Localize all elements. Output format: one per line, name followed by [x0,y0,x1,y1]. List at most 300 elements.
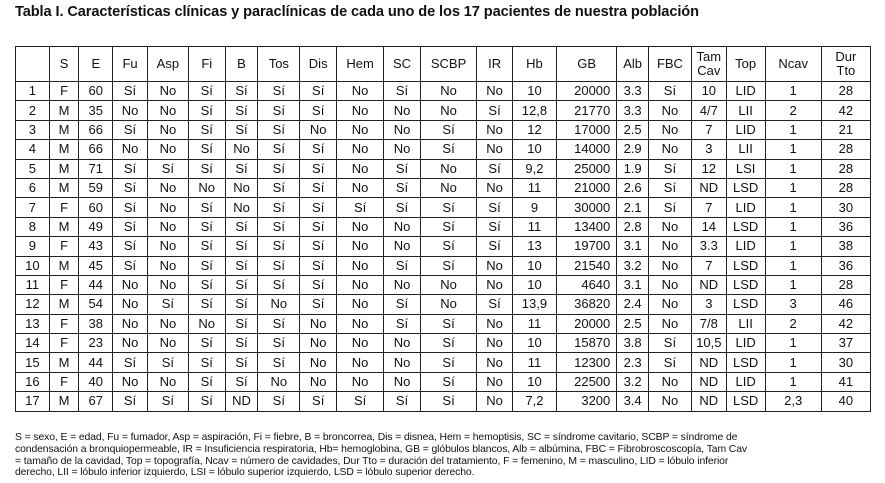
column-header: IR [477,47,513,82]
table-cell: 2 [765,314,821,333]
table-cell: 3.3 [617,82,649,101]
table-cell: 2.5 [617,314,649,333]
table-cell: No [113,140,148,159]
table-cell: 21 [821,120,870,139]
table-cell: 12,8 [512,101,556,120]
table-cell: Sí [188,334,225,353]
table-cell: F [49,372,79,391]
table-cell: No [648,392,691,411]
table-cell: 41 [821,372,870,391]
table-cell: No [477,275,513,294]
table-cell: Sí [113,353,148,372]
table-cell: No [337,159,384,178]
table-cell: LID [726,82,765,101]
table-cell: No [113,295,148,314]
table-cell: M [49,101,79,120]
table-cell: No [337,256,384,275]
table-cell: Sí [188,353,225,372]
table-cell: F [49,275,79,294]
table-cell: 21540 [556,256,616,275]
table-cell: 60 [79,82,113,101]
column-header: FBC [648,47,691,82]
table-cell: Sí [420,392,476,411]
table-cell: F [49,198,79,217]
table-cell: 14 [691,217,726,236]
table-cell: 10 [512,275,556,294]
column-header: Fi [188,47,225,82]
table-cell: Sí [188,101,225,120]
column-header: SC [384,47,421,82]
table-cell: M [49,353,79,372]
table-row [16,237,871,256]
table-cell: Sí [188,275,225,294]
table-cell: Sí [258,256,300,275]
table-cell: 12 [512,120,556,139]
table-row [16,372,871,391]
table-row [16,198,871,217]
table-cell: Sí [300,101,337,120]
table-cell: 59 [79,178,113,197]
table-cell: 30 [821,198,870,217]
table-cell: Sí [648,198,691,217]
table-cell: LII [726,101,765,120]
table-cell: LSD [726,392,765,411]
table-cell: 1 [765,275,821,294]
table-cell: Sí [384,295,421,314]
table-cell: No [113,101,148,120]
table-cell: Sí [225,82,258,101]
table-cell: No [384,353,421,372]
table-cell: Sí [384,314,421,333]
table-row [16,82,871,101]
table-cell: No [477,372,513,391]
table-row [16,295,871,314]
table-cell: Sí [384,159,421,178]
table-cell: 17000 [556,120,616,139]
table-cell: No [225,198,258,217]
table-cell: Sí [225,217,258,236]
table-cell: Sí [188,295,225,314]
table-cell: 28 [821,159,870,178]
table-body [16,82,871,412]
table-cell: LID [726,237,765,256]
table-cell: No [477,353,513,372]
table-cell: No [147,140,188,159]
table-cell: 4/7 [691,101,726,120]
table-row [16,101,871,120]
table-cell: Sí [113,217,148,236]
table-cell: Sí [477,101,513,120]
table-cell: Sí [384,256,421,275]
table-cell: 30 [821,353,870,372]
table-cell: No [147,101,188,120]
table-cell: 45 [79,256,113,275]
table-cell: LID [726,120,765,139]
column-header: Dur Tto [821,47,870,82]
table-cell: Sí [258,101,300,120]
table-cell: 3.2 [617,256,649,275]
table-cell: No [337,314,384,333]
table-cell: LID [726,372,765,391]
table-cell: No [147,178,188,197]
table-cell: No [648,140,691,159]
table-cell: Sí [420,198,476,217]
table-cell: Sí [188,159,225,178]
table-cell: 38 [821,237,870,256]
table-cell: No [384,275,421,294]
table-cell: No [648,295,691,314]
table-cell: ND [691,372,726,391]
table-cell: 11 [512,314,556,333]
table-cell: No [477,314,513,333]
table-cell: Sí [384,198,421,217]
table-cell: 43 [79,237,113,256]
table-cell: No [420,159,476,178]
table-cell: No [147,334,188,353]
table-cell: 3.3 [617,101,649,120]
table-cell: 42 [821,314,870,333]
table-cell: No [188,178,225,197]
table-cell: Sí [225,159,258,178]
column-header: SCBP [420,47,476,82]
column-header: Fu [113,47,148,82]
table-cell: Sí [648,82,691,101]
table-cell: No [420,275,476,294]
table-cell: 2,3 [765,392,821,411]
table-row [16,256,871,275]
table-cell: 44 [79,353,113,372]
table-cell: Sí [337,392,384,411]
table-cell: 2.9 [617,140,649,159]
table-cell: 19700 [556,237,616,256]
table-cell: 12 [16,295,50,314]
table-cell: M [49,120,79,139]
table-cell: No [113,334,148,353]
table-cell: M [49,140,79,159]
column-header: Hb [512,47,556,82]
table-cell: No [477,256,513,275]
table-cell: M [49,159,79,178]
table-cell: 2.6 [617,178,649,197]
table-cell: Sí [648,178,691,197]
table-cell: Sí [477,217,513,236]
column-header: Tos [258,47,300,82]
patients-table [15,46,871,412]
table-cell: No [337,275,384,294]
table-cell: Sí [300,295,337,314]
table-cell: 36 [821,217,870,236]
table-cell: LSD [726,353,765,372]
table-cell: 20000 [556,314,616,333]
table-cell: 7 [691,198,726,217]
table-cell: Sí [300,275,337,294]
table-cell: 35 [79,101,113,120]
table-cell: No [147,120,188,139]
table-cell: No [225,140,258,159]
table-cell: 17 [16,392,50,411]
table-cell: 71 [79,159,113,178]
table-cell: 28 [821,82,870,101]
column-header: S [49,47,79,82]
table-cell: 36820 [556,295,616,314]
table-cell: Sí [225,314,258,333]
table-cell: 2 [765,101,821,120]
table-cell: 46 [821,295,870,314]
table-cell: 3 [691,140,726,159]
table-cell: Sí [477,159,513,178]
table-row [16,178,871,197]
table-cell: Sí [420,140,476,159]
table-cell: Sí [113,392,148,411]
table-cell: ND [691,353,726,372]
table-cell: 36 [821,256,870,275]
table-cell: 1 [765,140,821,159]
table-row [16,140,871,159]
table-cell: 12300 [556,353,616,372]
table-cell: 1 [16,82,50,101]
table-cell: LSD [726,295,765,314]
table-cell: 28 [821,275,870,294]
table-cell: No [300,353,337,372]
table-row [16,120,871,139]
table-cell: Sí [477,295,513,314]
table-cell: 16 [16,372,50,391]
table-cell: 40 [79,372,113,391]
table-cell: 2 [16,101,50,120]
table-cell: 3.1 [617,237,649,256]
table-cell: No [147,275,188,294]
table-cell: 49 [79,217,113,236]
table-cell: No [147,198,188,217]
table-cell: 12 [691,159,726,178]
table-cell: 13400 [556,217,616,236]
table-cell: M [49,217,79,236]
table-header-row [16,47,871,82]
table-cell: 1 [765,120,821,139]
table-cell: 1 [765,334,821,353]
table-cell: 21000 [556,178,616,197]
table-cell: No [337,101,384,120]
column-header: E [79,47,113,82]
table-cell: No [225,178,258,197]
table-cell: Sí [225,101,258,120]
table-cell: 9,2 [512,159,556,178]
column-header: GB [556,47,616,82]
table-cell: Sí [300,159,337,178]
table-cell: Sí [258,237,300,256]
table-cell: No [477,392,513,411]
table-cell: Sí [420,334,476,353]
table-cell: LII [726,314,765,333]
column-header: Asp [147,47,188,82]
table-cell: Sí [188,372,225,391]
table-cell: 2.3 [617,353,649,372]
column-header: Tam Cav [691,47,726,82]
table-cell: 3.1 [617,275,649,294]
table-cell: 10 [691,82,726,101]
table-cell: No [113,314,148,333]
column-header: Dis [300,47,337,82]
table-cell: No [258,372,300,391]
column-header: B [225,47,258,82]
table-cell: 1 [765,178,821,197]
table-cell: Sí [384,82,421,101]
table-cell: 2.8 [617,217,649,236]
table-cell: M [49,295,79,314]
table-cell: No [337,120,384,139]
table-cell: 3200 [556,392,616,411]
table-cell: LSD [726,275,765,294]
table-cell: 4 [16,140,50,159]
table-cell: 3.3 [691,237,726,256]
table-cell: Sí [420,256,476,275]
table-cell: 21770 [556,101,616,120]
table-cell: ND [691,178,726,197]
table-cell: 28 [821,140,870,159]
table-cell: Sí [258,353,300,372]
table-cell: No [384,140,421,159]
table-cell: No [337,334,384,353]
table-cell: 66 [79,140,113,159]
table-cell: Sí [225,275,258,294]
table-cell: No [384,120,421,139]
table-cell: No [648,120,691,139]
table-cell: Sí [420,314,476,333]
table-cell: Sí [113,237,148,256]
table-cell: Sí [648,334,691,353]
table-title: Tabla I. Características clínicas y paraclínicas de cada uno de los 17 pacientes de nuestra población [15,4,699,20]
table-cell: Sí [648,353,691,372]
table-cell: 11 [512,178,556,197]
table-cell: No [384,217,421,236]
table-cell: Sí [113,120,148,139]
table-cell: No [147,314,188,333]
table-cell: Sí [258,159,300,178]
table-cell: Sí [258,82,300,101]
table-cell: 15 [16,353,50,372]
table-cell: Sí [420,120,476,139]
table-cell: F [49,82,79,101]
table-cell: No [420,82,476,101]
table-cell: 7,2 [512,392,556,411]
table-cell: No [147,372,188,391]
table-cell: 3.2 [617,372,649,391]
table-cell: 44 [79,275,113,294]
table-cell: 10 [512,372,556,391]
table-cell: No [648,217,691,236]
table-cell: No [477,334,513,353]
table-cell: No [477,178,513,197]
table-cell: 13 [16,314,50,333]
table-cell: 15870 [556,334,616,353]
table-cell: Sí [258,217,300,236]
table-cell: 13,9 [512,295,556,314]
table-cell: No [113,372,148,391]
table-cell: 7 [16,198,50,217]
table-cell: 1 [765,198,821,217]
table-row [16,334,871,353]
table-row [16,353,871,372]
table-cell: No [384,334,421,353]
table-cell: 2.4 [617,295,649,314]
table-cell: 22500 [556,372,616,391]
table-cell: Sí [188,256,225,275]
table-cell: 7 [691,120,726,139]
table-cell: Sí [258,198,300,217]
table-cell: 5 [16,159,50,178]
table-cell: No [648,275,691,294]
table-cell: LID [726,334,765,353]
table-cell: Sí [300,140,337,159]
table-row [16,159,871,178]
table-cell: No [188,314,225,333]
table-cell: No [337,295,384,314]
table-cell: 3 [765,295,821,314]
table-cell: No [147,217,188,236]
table-cell: Sí [258,392,300,411]
table-cell: 3 [16,120,50,139]
table-cell: Sí [188,82,225,101]
column-header: Alb [617,47,649,82]
table-cell: LSD [726,178,765,197]
table-cell: Sí [258,140,300,159]
table-cell: No [300,120,337,139]
table-cell: No [337,82,384,101]
table-cell: Sí [188,198,225,217]
table-cell: Sí [384,178,421,197]
table-cell: 9 [16,237,50,256]
table-cell: 1 [765,82,821,101]
table-cell: LSI [726,159,765,178]
table-cell: 7 [691,256,726,275]
table-row [16,275,871,294]
table-cell: No [147,256,188,275]
table-cell: LSD [726,217,765,236]
table-cell: Sí [147,392,188,411]
table-cell: Sí [113,198,148,217]
table-cell: Sí [188,392,225,411]
table-cell: Sí [258,120,300,139]
table-cell: Sí [147,295,188,314]
table-cell: Sí [188,120,225,139]
table-cell: No [337,178,384,197]
table-cell: 20000 [556,82,616,101]
table-cell: No [648,237,691,256]
table-cell: LII [726,140,765,159]
table-cell: 13 [512,237,556,256]
table-cell: Sí [113,256,148,275]
table-cell: 25000 [556,159,616,178]
table-cell: 11 [512,217,556,236]
table-cell: 6 [16,178,50,197]
table-cell: 23 [79,334,113,353]
table-footnote: S = sexo, E = edad, Fu = fumador, Asp = aspiración, Fi = fiebre, B = broncorrea, Dis = disnea, Hem = hemoptisis, SC = síndrome cavitario, SCBP = síndrome de condensación a bronquiopermeable, IR = Insuficiencia respiratoria, Hb= hemoglobina, GB = glóbulos blancos, Alb = albúmina, FBC = Fibrobroscoscopía, Tam Cav = tamaño de la cavidad, Top = topografía, Ncav = número de cavidades, Dur Tto = duración del tratamiento, F = femenino, M = masculino, LID = lóbulo inferior derecho, LII = lóbulo inferior izquierdo, LSI = lóbulo superior izquierdo, LSD = lóbulo superior derecho. [15,432,747,479]
table-cell: 10 [512,82,556,101]
table-cell: No [258,295,300,314]
table-cell: 10 [512,140,556,159]
table-cell: Sí [648,159,691,178]
table-cell: Sí [420,217,476,236]
table-cell: Sí [477,198,513,217]
table-cell: 1.9 [617,159,649,178]
table-cell: Sí [300,237,337,256]
table-cell: No [477,82,513,101]
table-cell: No [384,372,421,391]
table-row [16,392,871,411]
table-cell: 8 [16,217,50,236]
table-cell: No [648,101,691,120]
table-cell: LSD [726,256,765,275]
